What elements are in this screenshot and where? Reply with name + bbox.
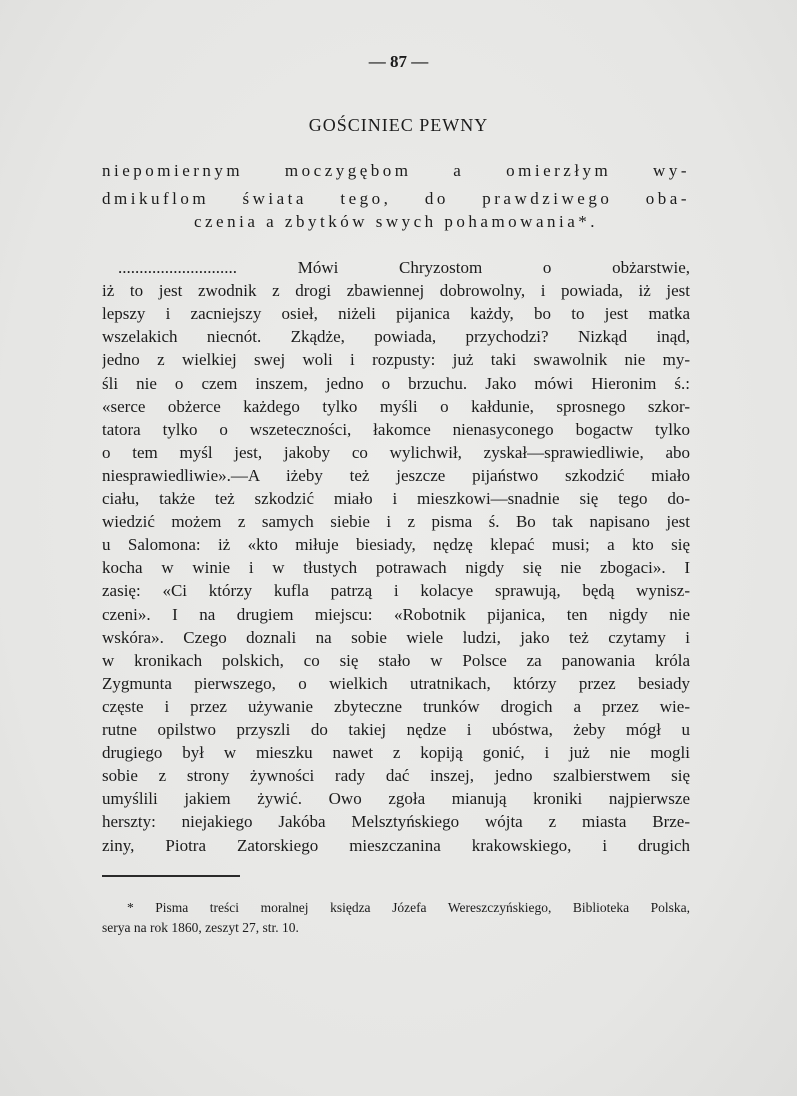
body-line: drugiego był w mieszku nawet z kopiją gonić, i już nie mogli — [102, 743, 690, 763]
subtitle-line: czenia a zbytków swych pohamowania*. — [193, 212, 599, 231]
body-line: niesprawiedliwie».—A iżeby też jeszcze pijaństwo szkodzić miało — [102, 465, 690, 485]
body-line: czeni». I na drugiem miejscu: «Robotnik pijanica, ten nigdy nie — [102, 604, 690, 624]
body-line: Zygmunta pierwszego, o wielkich utratnikach, którzy przez besiady — [102, 673, 690, 693]
body-line: «serce obżerce każdego tylko myśli o kałdunie, sprosnego szkor- — [102, 396, 690, 416]
body-line: lepszy i zacniejszy osieł, niżeli pijanica każdy, bo to jest matka — [102, 304, 690, 324]
body-line: częste i przez używanie zbyteczne trunków drogich a przez wie- — [102, 696, 690, 716]
body-line: wskóra». Czego doznali na sobie wiele ludzi, jako też czytamy i — [102, 627, 690, 647]
body-line: herszty: niejakiego Jakóba Melsztyńskiego wójta z miasta Brze- — [102, 812, 690, 832]
subtitle-line: niepomiernym moczygębom a omierzłym wy- — [102, 161, 690, 180]
body-line: jedno z wielkiej swej woli i rozpusty: już taki swawolnik nie my- — [102, 350, 690, 370]
body-line: tatora tylko o wszeteczności, łakomce nienasyconego bogactw tylko — [102, 419, 690, 439]
body-line: wszelakich niecnót. Zkądże, powiada, przychodzi? Nizkąd inąd, — [102, 327, 690, 347]
body-line: śli nie o czem inszem, jedno o brzuchu. Jako mówi Hieronim ś.: — [102, 373, 690, 393]
page-title: GOŚCINIEC PEWNY — [308, 115, 489, 135]
body-line: u Salomona: iż «kto miłuje biesiady, nędzę klepać musi; a kto się — [102, 535, 690, 555]
body-line: kocha w winie i w tłustych potrawach nigdy się nie zbogaci». I — [102, 558, 690, 578]
body-line: ciału, także też szkodzić miało i mieszkowi—snadnie się tego do- — [102, 489, 690, 508]
subtitle-line: dmikuflom świata tego, do prawdziwego oba- — [102, 189, 690, 208]
body-line: sobie z strony żywności rady dać inszej, jedno szalbierstwem się — [102, 766, 690, 786]
body-line: o tem myśl jest, jakoby co wylichwił, zyskał—sprawiedliwie, abo — [102, 442, 690, 462]
body-line: umyślili jakiem żywić. Owo zgoła mianują kroniki najpierwsze — [102, 789, 690, 809]
footnote-divider — [102, 875, 240, 877]
footnote-line: * Pisma treści moralnej księdza Józefa Wereszczyńskiego, Biblioteka Polska, — [127, 900, 690, 915]
page-number: — 87 — — [368, 52, 429, 71]
body-line: ziny, Piotra Zatorskiego mieszczanina krakowskiego, i drugich — [102, 835, 690, 855]
footnote-line: serya na rok 1860, zeszyt 27, str. 10. — [102, 920, 299, 935]
body-line: ............................ Mówi Chryzostom o obżarstwie, — [118, 258, 690, 277]
body-line: rutne opilstwo przyszli do takiej nędze i ubóstwa, żeby mógł u — [102, 720, 690, 739]
body-line: w kronikach polskich, co się stało w Polsce za panowania króla — [102, 650, 690, 670]
body-line: iż to jest zwodnik z drogi zbawiennej dobrowolny, i powiada, iż jest — [102, 281, 690, 301]
body-line: wiedzić możem z samych siebie i z pisma ś. Bo tak napisano jest — [102, 512, 690, 532]
body-line: zasię: «Ci którzy kufla patrzą i kolacye sprawują, będą wynisz- — [102, 581, 690, 601]
